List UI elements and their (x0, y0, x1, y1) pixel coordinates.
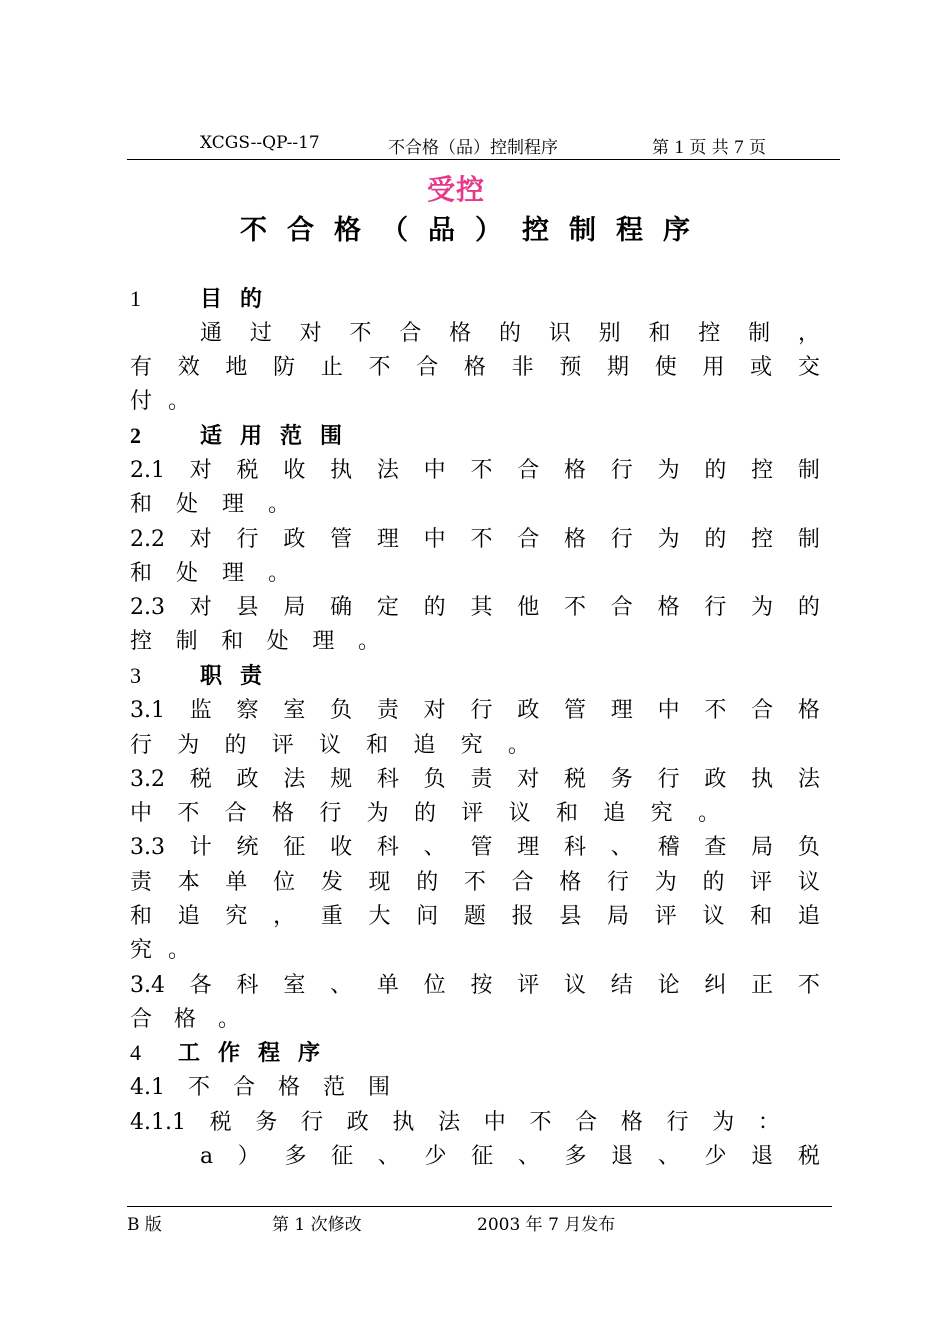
paragraph-line: 3.3 计 统 征 收 科 、 管 理 科 、 稽 查 局 负 (130, 835, 820, 860)
page-number: 1 (674, 137, 684, 158)
controlled-stamp: 受控 (427, 173, 486, 206)
paragraph-line: 4.1.1 税 务 行 政 执 法 中 不 合 格 行 为 ： (130, 1110, 780, 1135)
paragraph-line: a ） 多 征 、 少 征 、 多 退 、 少 退 税 (200, 1144, 820, 1169)
section-number: 1 (130, 286, 141, 311)
page-indicator (652, 133, 766, 159)
section-heading-1 (130, 282, 820, 316)
paragraph-line: 控 制 和 处 理 。 (130, 629, 380, 654)
section-number: 2 (130, 423, 141, 448)
paragraph-line: 2.3 对 县 局 确 定 的 其 他 不 合 格 行 为 的 (130, 595, 820, 620)
section-heading-4 (130, 1036, 360, 1070)
paragraph-line: 和 处 理 。 (130, 561, 290, 586)
footer-release: 2003 年 7 月发布 (477, 1215, 616, 1235)
section-number: 4 (130, 1040, 141, 1065)
footer-revision: 第 1 次修改 (272, 1215, 362, 1235)
paragraph-line: 中 不 合 格 行 为 的 评 议 和 追 究 。 (130, 801, 720, 826)
doc-code: XCGS--QP--17 (200, 133, 320, 153)
paragraph-line: 3.2 税 政 法 规 科 负 责 对 税 务 行 政 执 法 (130, 767, 820, 792)
section-heading-3 (130, 659, 820, 693)
paragraph-line: 有 效 地 防 止 不 合 格 非 预 期 使 用 或 交 (130, 355, 820, 380)
section-title: 适用范围 (200, 424, 361, 449)
header-rule (127, 159, 840, 160)
paragraph-line: 合 格 。 (130, 1007, 240, 1032)
paragraph-line: 4.1 不 合 格 范 围 (130, 1075, 390, 1100)
header-doc-name: 不合格（品）控制程序 (388, 138, 558, 158)
page-suffix: 页 (749, 138, 767, 158)
paragraph-line: 行 为 的 评 议 和 追 究 。 (130, 733, 530, 758)
section-heading-2 (130, 419, 820, 453)
document-title: 不合格（品）控制程序 (240, 215, 710, 246)
paragraph-line: 3.4 各 科 室 、 单 位 按 评 议 结 论 纠 正 不 (130, 973, 820, 998)
paragraph-line: 责 本 单 位 发 现 的 不 合 格 行 为 的 评 议 (130, 870, 820, 895)
footer-edition: B 版 (127, 1215, 162, 1235)
section-number: 3 (130, 663, 141, 688)
page-total: 7 (734, 137, 744, 158)
paragraph-line: 究 。 (130, 938, 190, 963)
page-mid: 页 共 (689, 138, 729, 158)
paragraph-line: 和 处 理 。 (130, 492, 290, 517)
footer-rule (127, 1206, 832, 1207)
paragraph-line: 和 追 究 ， 重 大 问 题 报 县 局 评 议 和 追 (130, 904, 820, 929)
paragraph-line: 2.2 对 行 政 管 理 中 不 合 格 行 为 的 控 制 (130, 527, 820, 552)
section-title: 目的 (200, 287, 281, 312)
paragraph-line: 通 过 对 不 合 格 的 识 别 和 控 制 ， (200, 321, 820, 346)
section-title: 职责 (200, 664, 281, 689)
paragraph-line: 2.1 对 税 收 执 法 中 不 合 格 行 为 的 控 制 (130, 458, 820, 483)
paragraph-line: 3.1 监 察 室 负 责 对 行 政 管 理 中 不 合 格 (130, 698, 820, 723)
section-title: 工作程序 (178, 1041, 339, 1066)
page-prefix: 第 (652, 138, 669, 158)
paragraph-line: 付 。 (130, 389, 190, 414)
